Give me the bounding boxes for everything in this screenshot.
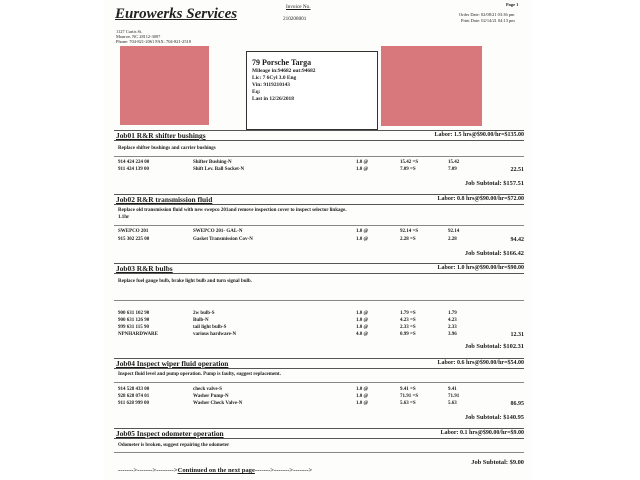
part-qty: 1.0 @ (356, 401, 369, 406)
job03-part-row (118, 332, 524, 338)
job05-title: Job05 Inspect odometer operation (116, 429, 224, 438)
part-extended: 2.28 (448, 237, 457, 242)
part-qty: 1.0 @ (356, 394, 369, 399)
continued-note (118, 467, 312, 475)
divider (114, 300, 524, 301)
job03-title: Job03 R&R bulbs (116, 264, 173, 273)
job05-labor: Labor: 0.1 hrs@$90.00/hr=$9.00 (440, 430, 524, 436)
job03-labor: Labor: 1.0 hrs@$90.00/hr=$90.00 (437, 265, 524, 271)
parts-total: 12.31 (510, 332, 524, 338)
part-name: Washer Pump-N (193, 394, 229, 399)
part-number: 911 628 999 00 (118, 401, 149, 406)
part-qty: 1.0 @ (356, 237, 369, 242)
job05-header (114, 428, 524, 439)
part-extended: 9.41 (448, 387, 457, 392)
parts-total: 22.51 (510, 167, 524, 173)
part-name: Washer Check Valve-N (193, 401, 243, 406)
job04-header (114, 358, 524, 369)
job04-subtotal: Job Subtotal: $140.95 (464, 414, 524, 421)
part-qty: 1.0 @ (356, 387, 369, 392)
redacted-customer-info (120, 46, 209, 125)
company-name: Eurowerks Services (115, 6, 238, 22)
job03-part-row (118, 311, 524, 317)
job02-description-time: 1.1hr (118, 215, 130, 220)
invoice-number-label: Invoice No. (286, 4, 311, 10)
part-extended: 15.42 (448, 160, 460, 165)
print-date: Print Date: 02/14/21 04:13 pm (461, 18, 515, 23)
job03-part-row (118, 318, 524, 324)
part-qty: 1.0 @ (356, 167, 369, 172)
part-number: 915 302 225 00 (118, 237, 150, 242)
part-qty: 1.0 @ (356, 160, 369, 165)
job01-subtotal: Job Subtotal: $157.51 (464, 180, 524, 187)
company-address-line2: Monroe, NC 28112-3007 (116, 34, 161, 39)
vehicle-vin: Vin: 9119210143 (252, 82, 290, 88)
part-price: 5.63 =S (400, 401, 416, 406)
part-qty: 1.0 @ (356, 229, 369, 234)
job02-title: Job02 R&R transmission fluid (116, 195, 213, 204)
part-name: tail light bulb-S (193, 325, 227, 330)
part-number: 911 424 139 00 (118, 167, 149, 172)
part-extended: 4.23 (448, 318, 457, 323)
part-extended: 3.96 (448, 332, 457, 337)
job04-part-row (118, 387, 524, 393)
part-qty: 4.0 @ (356, 332, 369, 337)
company-address-line1: 1127 Curtis St. (116, 29, 143, 34)
part-price: 15.42 =S (400, 160, 419, 165)
part-name: Bulb-N (193, 318, 209, 323)
part-price: 0.99 =S (400, 332, 416, 337)
part-price: 1.79 =S (400, 311, 416, 316)
job04-part-row (118, 401, 524, 407)
job03-subtotal: Job Subtotal: $102.31 (464, 343, 524, 350)
part-number: SWEPCO 201 (118, 229, 149, 234)
job05-description: Odometer is broken, suggest repairing the odometer (118, 443, 230, 448)
part-price: 2.28 =S (400, 237, 416, 242)
part-extended: 2.33 (448, 325, 457, 330)
part-extended: 71.91 (448, 394, 460, 399)
part-name: Gasket Transmission Cov-N (193, 237, 253, 242)
job03-header (114, 263, 524, 274)
part-price: 7.09 =S (400, 167, 416, 172)
part-price: 92.14 =S (400, 229, 419, 234)
part-number: NPNHARDWARE (118, 332, 158, 337)
job01-title: Job01 R&R shifter bushings (116, 131, 206, 140)
continued-arrows-left: ------->------->--------> (118, 467, 178, 474)
part-extended: 5.63 (448, 401, 457, 406)
part-name: SWEPCO 201- GAL-N (193, 229, 243, 234)
part-extended: 1.79 (448, 311, 457, 316)
page-number: Page 1 (506, 2, 519, 7)
parts-total: 86.95 (510, 401, 524, 407)
job04-description: Inspect fluid level and pump operation. Pump is faulty, suggest replacement. (118, 372, 281, 377)
continued-arrows-right: ------->------->-------> (254, 467, 313, 474)
part-number: 900 631 126 90 (118, 318, 150, 323)
part-number: 914 424 224 00 (118, 160, 150, 165)
job01-header (114, 130, 524, 141)
job01-part-row (118, 160, 524, 166)
order-date: Order Date: 02/08/21 03:36 pm (459, 12, 515, 17)
part-number: 999 631 115 90 (118, 325, 149, 330)
job04-title: Job04 Inspect wiper fluid operation (116, 359, 229, 368)
part-extended: 92.14 (448, 229, 460, 234)
divider (114, 382, 524, 383)
divider (114, 225, 524, 226)
part-qty: 1.0 @ (356, 318, 369, 323)
part-price: 2.33 =S (400, 325, 416, 330)
invoice-number: 210208001 (283, 16, 307, 22)
part-price: 4.23 =S (400, 318, 416, 323)
job04-part-row (118, 394, 524, 400)
job02-header (114, 194, 524, 205)
vehicle-info-box (246, 51, 378, 130)
parts-total: 94.42 (510, 237, 524, 243)
part-name: Shifter Bushing-N (193, 160, 232, 165)
job02-part-row (118, 237, 524, 243)
job02-labor: Labor: 0.8 hrs@$90.00/hr=$72.00 (437, 196, 524, 202)
job01-description: Replace shifter bushings and carrier bushings (118, 146, 216, 151)
vehicle-engine: Lic: 7 6Cyl 3.0 Eng (252, 75, 297, 81)
job04-labor: Labor: 0.6 hrs@$90.00/hr=$54.00 (437, 360, 524, 366)
continued-text: Continued on the next page (177, 467, 255, 474)
vehicle-eq: Eq: (252, 89, 261, 95)
redacted-account-info (381, 46, 482, 126)
vehicle-last-in: Last in 12/26/2018 (252, 96, 294, 102)
part-price: 9.41 =S (400, 387, 416, 392)
part-qty: 1.0 @ (356, 311, 369, 316)
part-qty: 1.0 @ (356, 325, 369, 330)
vehicle-title: 79 Porsche Targa (252, 58, 312, 67)
part-number: 928 628 074 01 (118, 394, 150, 399)
divider (114, 156, 524, 157)
part-name: Shift Lev. Ball Socket-N (193, 167, 245, 172)
divider (114, 452, 524, 453)
vehicle-mileage: Mileage in:94682 out:94682 (252, 68, 316, 74)
part-name: various hardware-N (193, 332, 237, 337)
part-price: 71.91 =S (400, 394, 419, 399)
part-name: 2w bulb-S (193, 311, 215, 316)
company-phone: Phone: 704-821-2061 FAX: 704-821-2518 (116, 39, 191, 44)
job01-part-row (118, 167, 524, 173)
part-number: 900 631 102 90 (118, 311, 150, 316)
part-extended: 7.09 (448, 167, 457, 172)
job01-labor: Labor: 1.5 hrs@$90.00/hr=$135.00 (434, 132, 524, 138)
job05-subtotal: Job Subtotal: $9.00 (471, 459, 524, 466)
job03-part-row (118, 325, 524, 331)
part-name: check valve-S (193, 387, 223, 392)
job03-description: Replace fuel gauge bulb, brake light bulb and turn signal bulb. (118, 279, 252, 284)
job02-description: Replace old transmission fluid with new swepco 201and remove inspection cover to inspect selector linkage. (118, 208, 347, 213)
job02-part-row (118, 229, 524, 235)
job02-subtotal: Job Subtotal: $166.42 (464, 250, 524, 257)
part-number: 914 528 433 00 (118, 387, 150, 392)
